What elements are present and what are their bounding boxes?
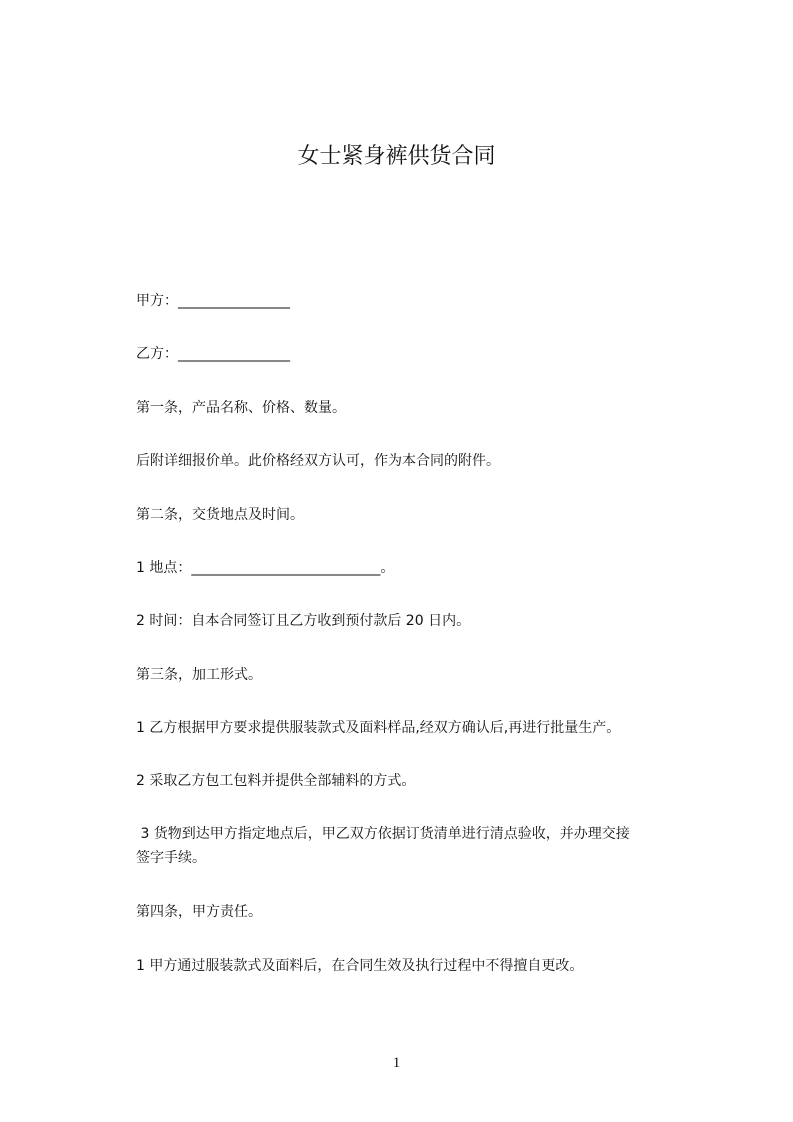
article-2-heading: 第二条，交货地点及时间。	[136, 507, 304, 523]
paragraph: 3 货物到达甲方指定地点后，甲乙双方依据订货清单进行清点验收，并办理交接	[136, 826, 630, 842]
paragraph: 后附详细报价单。此价格经双方认可，作为本合同的附件。	[136, 453, 500, 469]
article-3-heading: 第三条，加工形式。	[136, 667, 262, 683]
paragraph: 1 甲方通过服装款式及面料后，在合同生效及执行过程中不得擅自更改。	[136, 958, 584, 974]
paragraph: 1 乙方根据甲方要求提供服装款式及面料样品,经双方确认后,再进行批量生产。	[136, 720, 621, 736]
article-1-heading: 第一条，产品名称、价格、数量。	[136, 400, 346, 416]
page-number: 1	[392, 1055, 401, 1071]
paragraph: 2 采取乙方包工包料并提供全部辅料的方式。	[136, 773, 416, 789]
paragraph: 1 地点：___________________________。	[136, 560, 395, 576]
article-4-heading: 第四条，甲方责任。	[136, 904, 262, 920]
paragraph: 2 时间：自本合同签订且乙方收到预付款后 20 日内。	[136, 613, 471, 629]
party-b-line: 乙方：________________	[136, 346, 290, 362]
document-title: 女士紧身裤供货合同	[297, 144, 496, 169]
paragraph-continuation: 签字手续。	[136, 850, 206, 866]
party-a-line: 甲方：________________	[136, 293, 290, 309]
